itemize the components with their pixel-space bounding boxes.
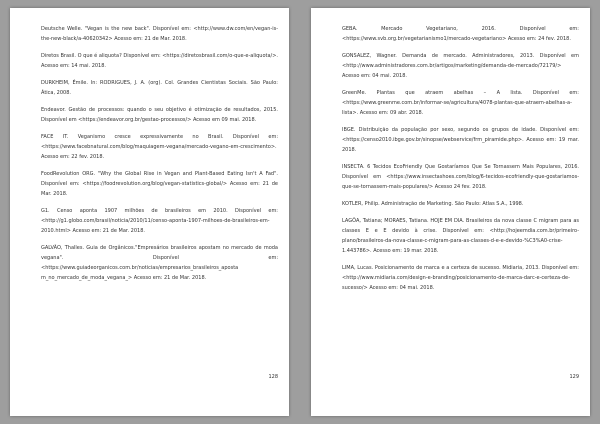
reference-entry: Endeavor. Gestão de processos: quando o seu objetivo é otimização de resultados, 2015. Disponível em <https://endeavor.org.br/gestao-processos/> Acesso em 09 mai. 2018. xyxy=(41,107,278,123)
reference-entry: LAGÔA, Tatiana; MORAES, Tatiana. HOJE EM DIA. Brasileiros da nova classe C migram para as classes E e E devido à crise. Disponível em: <http://hojeemdia.com.br/primeiro-plano/brasileiros-da-nova-classe-c-migram-para-as-classes-d-e-e-devido-%C3%A0-crise-1.443786>. Acesso em: 19 mar. 2018. xyxy=(342,218,579,254)
reference-list xyxy=(342,24,579,293)
reference-entry: KOTLER, Philip. Administração de Marketing. São Paulo: Atlas S.A., 1998. xyxy=(342,201,524,207)
reference-entry: GALVÃO, Thalles. Guia de Orgânicos."Empresários brasileiros apostam no mercado de moda vegana". Disponível em: <https://www.guiadeorganicos.com.br/noticias/empresarios_brasileiros_aposta m_no_mercado_de_moda_vegana_> Acesso em: 21 de Mar. 2018. xyxy=(41,245,278,281)
reference-entry: GONSALEZ, Wagner. Demanda de mercado. Administradores, 2013. Disponível em <http://www.administradores.com.br/artigos/marketing/demanda-de-mercado/72179/> Acesso em: 04 mai. 2018. xyxy=(342,53,579,79)
reference-entry: GreenMe. Plantas que atraem abelhas – A lista. Disponível em: <https://www.greenme.com.br/informar-se/agricultura/4078-plantas-que-atraem-abelhas-a-lista>. Acesso em: 09 abr. 2018. xyxy=(342,90,579,116)
reference-entry: GEBA. Mercado Vegetariano, 2016. Disponível em: <https://www.svb.org.br/vegetarianismo1/mercado-vegetariano> Acesso em: 24 fev. 2018. xyxy=(342,26,579,42)
reference-entry: FACE IT. Veganismo cresce expressivamente no Brasil. Disponível em: <https://www.facebnatural.com/blog/maquiagem-vegana/mercado-vegano-em-crescimento>. Acesso em: 22 fev. 2018. xyxy=(41,134,278,160)
page-number: 128 xyxy=(268,374,278,380)
left-page xyxy=(10,8,289,416)
reference-entry: FoodRevolution ORG. "Why the Global Rise in Vegan and Plant-Based Eating Isn't A Fad". Disponível em: <https://foodrevolution.org/blog/vegan-statistics-global/> Acesso em: 21 de Mar. 2018. xyxy=(41,171,278,197)
reference-entry: INSECTA. 6 Tecidos EcoFriendly Que Gostaríamos Que Se Tornassem Mais Populares, 2016. Disponível em <https://www.insectashoes.com/blog/6-tecidos-ecofriendly-que-gostariamos-que-se-tornassem-mais-populares/> Acesso 24 fev. 2018. xyxy=(342,164,579,190)
page-number: 129 xyxy=(569,374,579,380)
reference-entry: Deutsche Welle. "Vegan is the new back". Disponível em: <http://www.dw.com/en/vegan-is-the-new-black/a-40620342> Acesso em: 21 de Mar. 2018. xyxy=(41,26,278,42)
right-page xyxy=(311,8,590,416)
reference-entry: DURKHEIM, Émile. In: RODRIGUES, J. A. (org). Col. Grandes Cientistas Sociais. São Paulo: Ática, 2008. xyxy=(41,80,278,96)
reference-entry: LIMA, Lucas. Posicionamento de marca e a certeza de sucesso. Midiaria, 2013. Disponível em: <http://www.midiaria.com/design-e-branding/posicionamento-de-marca-darc-e-certeza-de-sucesso/> Acesso em: 04 mai. 2018. xyxy=(342,265,579,291)
reference-list xyxy=(41,24,278,283)
reference-entry: IBGE. Distribuição da população por sexo, segundo os grupos de idade. Disponível em:<https://censo2010.ibge.gov.br/sinopse/webservice/frm_piramide.php>. Acesso em: 19 mar. 2018. xyxy=(342,127,579,153)
reference-entry: Diretos Brasil. O que é aliquota? Disponível em: <https://diretosbrasil.com/o-que-e-aliquota/>. Acesso em: 14 mai. 2018. xyxy=(41,53,278,69)
reference-entry: G1. Censo aponta 1907 milhões de brasileiros em 2010. Disponível em: <http://g1.globo.com/brasil/noticia/2010/11/censo-aponta-1907-milhoes-de-brasileiros-em-2010.html> Acesso em: 21 de Mar. 2018. xyxy=(41,208,278,234)
